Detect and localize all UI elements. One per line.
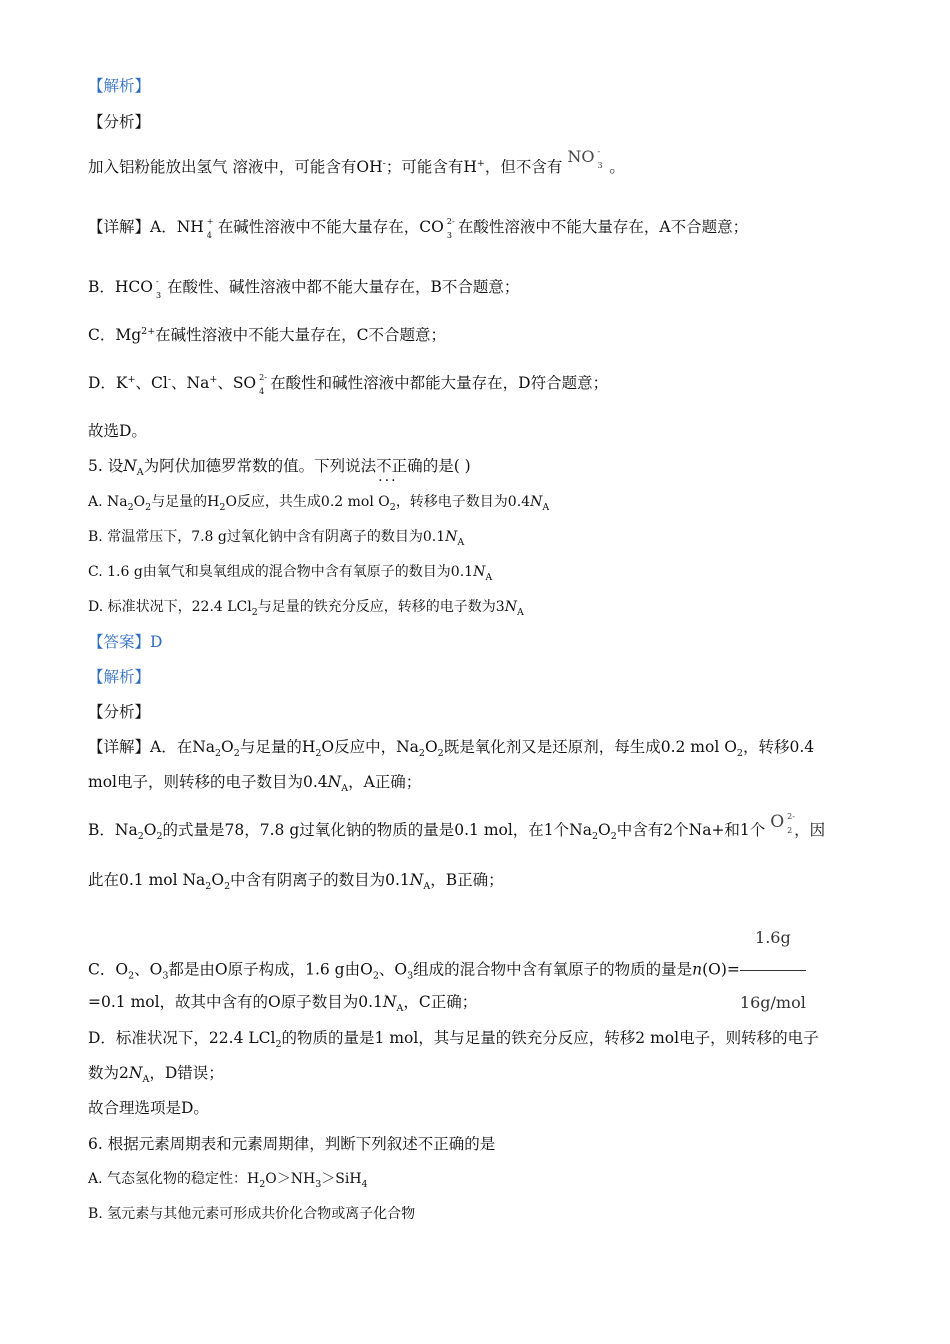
answer-value: D xyxy=(150,633,163,651)
fenxi-text: 加入铝粉能放出氢气 溶液中，可能含有OH-；可能含有H+，但不含有 NO - 3 。 xyxy=(88,146,625,176)
analysis-tag: 【解析】 xyxy=(88,77,151,95)
q5-conclusion: 故合理选项是D。 xyxy=(88,1099,209,1117)
question-6-stem: 6. 根据元素周期表和元素周期律，判断下列叙述不正确的是 xyxy=(88,1135,496,1153)
question-5-option-D: D. 标准状况下，22.4 LCl$_2$与足量的铁充分反应，转移的电子数为$3N_A$ xyxy=(88,599,524,618)
detail-B: B．HCO - 3 在酸性、碱性溶液中都不能大量存在，B不合题意； xyxy=(88,277,520,300)
question-5-option-C: C. 1.6 g由氧气和臭氧组成的混合物中含有氧原子的数目为$0.1N_A$ xyxy=(88,564,493,583)
q5-detail-B-line2: 此在0.1 mol $Na_2O_2$中含有阴离子的数目为$0.1N_A$，B正确； xyxy=(88,871,504,893)
q5-detail-C-line1: C．$O_2$、$O_3$都是由O原子构成，1.6 g由$O_2$、$O_3$组成的混合物中含有氧原子的物质的量是n(O)= $\frac{1.6g}{\text{16g/mol}}$ xyxy=(88,908,806,1033)
detail-C: C．$Mg^{2+}$在碱性溶液中不能大量存在，C不合题意； xyxy=(88,325,447,344)
fraction: $\frac{1.6g}{\text{16g/mol}}$ xyxy=(740,908,806,1033)
fenxi-tag: 【分析】 xyxy=(88,113,151,131)
question-6-option-B: B. 氢元素与其他元素可形成共价化合物或离子化合物 xyxy=(88,1206,416,1222)
analysis-tag-5: 【解析】 xyxy=(88,668,151,686)
detail-A: 【详解】A．NH + 4 在碱性溶液中不能大量存在，CO 2- 3 在酸性溶液中不能大量存在，A不合题意； xyxy=(88,217,749,240)
question-6-option-A: A. 气态氢化物的稳定性：$H_2O>NH_3>SiH_4$ xyxy=(88,1171,368,1190)
question-5-stem: 5. 设$N_A$为阿伏加德罗常数的值。下列说法不正确 ···的是( ) xyxy=(88,456,471,476)
detail-D: D．K+、Cl-、Na+、SO 2- 4 在酸性和碱性溶液中都能大量存在，D符合题意； xyxy=(88,373,609,396)
question-5-option-A: A. $Na_2O_2$与足量的$H_2O$反应，共生成0.2 mol $O_2$，转移电子数目为$0.4N_A$ xyxy=(88,494,550,513)
q5-detail-A-line1: 【详解】A．在$Na_2O_2$与足量的$H_2O$反应中，$Na_2O_2$既是氧化剂又是还原剂，每生成0.2 mol $O_2$，转移0.4 xyxy=(88,738,815,760)
q5-detail-D-line1: D．标准状况下，22.4 LCl$_2$的物质的量是1 mol，其与足量的铁充分反应，转移2 mol电子，则转移的电子 xyxy=(88,1029,819,1051)
q5-detail-A-line2: mol电子，则转移的电子数目为$0.4N_A$，A正确； xyxy=(88,773,422,795)
q5-detail-C-line2: =0.1 mol，故其中含有的O原子数目为$0.1N_A$，C正确； xyxy=(88,993,478,1015)
q5-detail-B-line1: B．$Na_2O_2$的式量是78，7.8 g过氧化钠的物质的量是0.1 mol，在1个$Na_2O_2$中含有2个Na+和1个 O 2- 2 ，因 xyxy=(88,811,826,843)
q5-detail-D-line2: 数为$2N_A$，D错误； xyxy=(88,1064,224,1086)
answer-line: 【答案】D xyxy=(88,633,163,651)
fenxi-tag-5: 【分析】 xyxy=(88,703,151,721)
choose-D: 故选D。 xyxy=(88,422,147,440)
question-5-option-B: B. 常温常压下，7.8 g过氧化钠中含有阴离子的数目为$0.1N_A$ xyxy=(88,529,465,548)
